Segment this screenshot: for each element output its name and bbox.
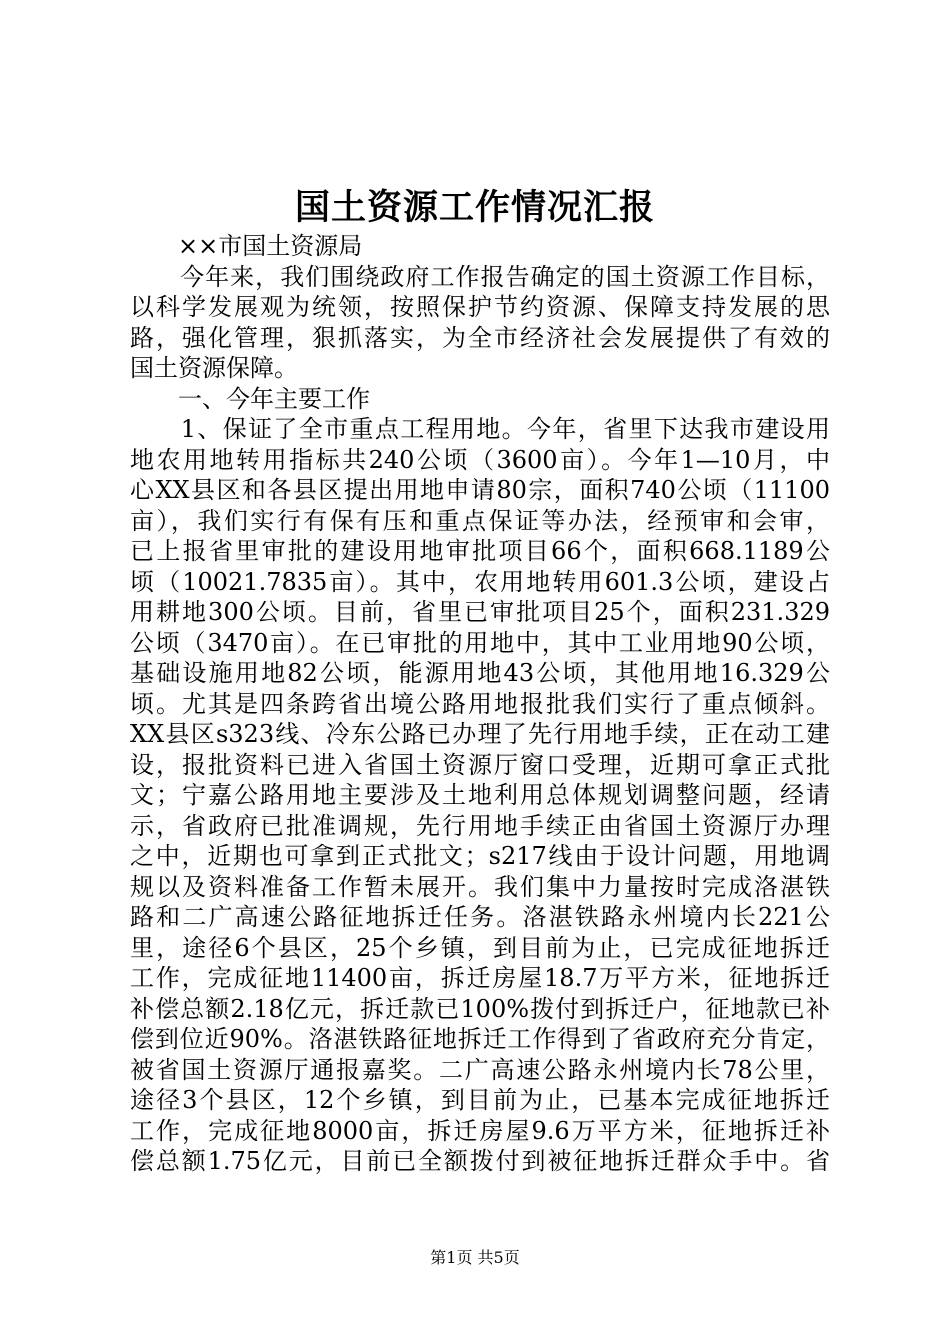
body-line: 已上报省里审批的建设用地审批项目66个，面积668.1189公 <box>130 537 830 565</box>
body-line: XX县区s323线、冷东公路已办理了先行用地手续，正在动工建 <box>130 720 830 748</box>
body-line: 补偿总额2.18亿元，拆迁款已100%拨付到拆迁户，征地款已补 <box>130 994 830 1023</box>
body-line: 偿总额1.75亿元，目前已全额拨付到被征地拆迁群众手中。省 <box>130 1147 830 1175</box>
body-line: 设，报批资料已进入省国土资源厅窗口受理，近期可拿正式批 <box>130 750 830 779</box>
body-line: 路和二广高速公路征地拆迁任务。洛湛铁路永州境内长221公 <box>130 903 830 931</box>
body-line: 之中，近期也可拿到正式批文；s217线由于设计问题，用地调 <box>130 842 830 870</box>
body-line: 公顷（3470亩）。在已审批的用地中，其中工业用地90公顷， <box>130 628 830 657</box>
document-body <box>130 231 830 1177</box>
body-line: 里，途径6个县区，25个乡镇，到目前为止，已完成征地拆迁 <box>130 933 830 962</box>
body-line: 地农用地转用指标共240公顷（3600亩）。今年1—10月，中 <box>130 445 830 474</box>
body-line: 顷。尤其是四条跨省出境公路用地报批我们实行了重点倾斜。 <box>130 689 830 718</box>
body-line: 被省国土资源厅通报嘉奖。二广高速公路永州境内长78公里， <box>130 1055 830 1084</box>
body-line: 以科学发展观为统领，按照保护节约资源、保障支持发展的思 <box>130 293 830 321</box>
body-line: 一、今年主要工作 <box>130 384 370 413</box>
body-line: 示，省政府已批准调规，先行用地手续正由省国土资源厅办理 <box>130 811 830 840</box>
body-line: 心XX县区和各县区提出用地申请80宗，面积740公顷（11100 <box>130 476 830 504</box>
body-line: 规以及资料准备工作暂未展开。我们集中力量按时完成洛湛铁 <box>130 872 830 901</box>
body-line: ××市国土资源局 <box>130 232 363 260</box>
body-line: 顷（10021.7835亩）。其中，农用地转用601.3公顷，建设占 <box>130 567 830 596</box>
page-footer: 第1页 共5页 <box>430 1248 520 1267</box>
body-line: 1、保证了全市重点工程用地。今年，省里下达我市建设用 <box>130 415 830 443</box>
body-line: 文；宁嘉公路用地主要涉及土地利用总体规划调整问题，经请 <box>130 781 830 809</box>
body-line: 亩），我们实行有保有压和重点保证等办法，经预审和会审， <box>130 506 830 535</box>
body-line: 基础设施用地82公顷，能源用地43公顷，其他用地16.329公 <box>130 659 830 687</box>
body-line: 工作，完成征地11400亩，拆迁房屋18.7万平方米，征地拆迁 <box>130 964 830 992</box>
body-line: 路，强化管理，狠抓落实，为全市经济社会发展提供了有效的 <box>130 323 830 352</box>
body-line: 用耕地300公顷。目前，省里已审批项目25个，面积231.329 <box>130 598 830 626</box>
body-line: 今年来，我们围绕政府工作报告确定的国土资源工作目标， <box>130 262 830 291</box>
body-line: 工作，完成征地8000亩，拆迁房屋9.6万平方米，征地拆迁补 <box>130 1116 830 1145</box>
body-line: 国土资源保障。 <box>130 354 298 382</box>
body-line: 途径3个县区，12个乡镇，到目前为止，已基本完成征地拆迁 <box>130 1086 830 1114</box>
document-title: 国土资源工作情况汇报 <box>294 187 655 228</box>
body-line: 偿到位近90%。洛湛铁路征地拆迁工作得到了省政府充分肯定， <box>130 1025 830 1053</box>
